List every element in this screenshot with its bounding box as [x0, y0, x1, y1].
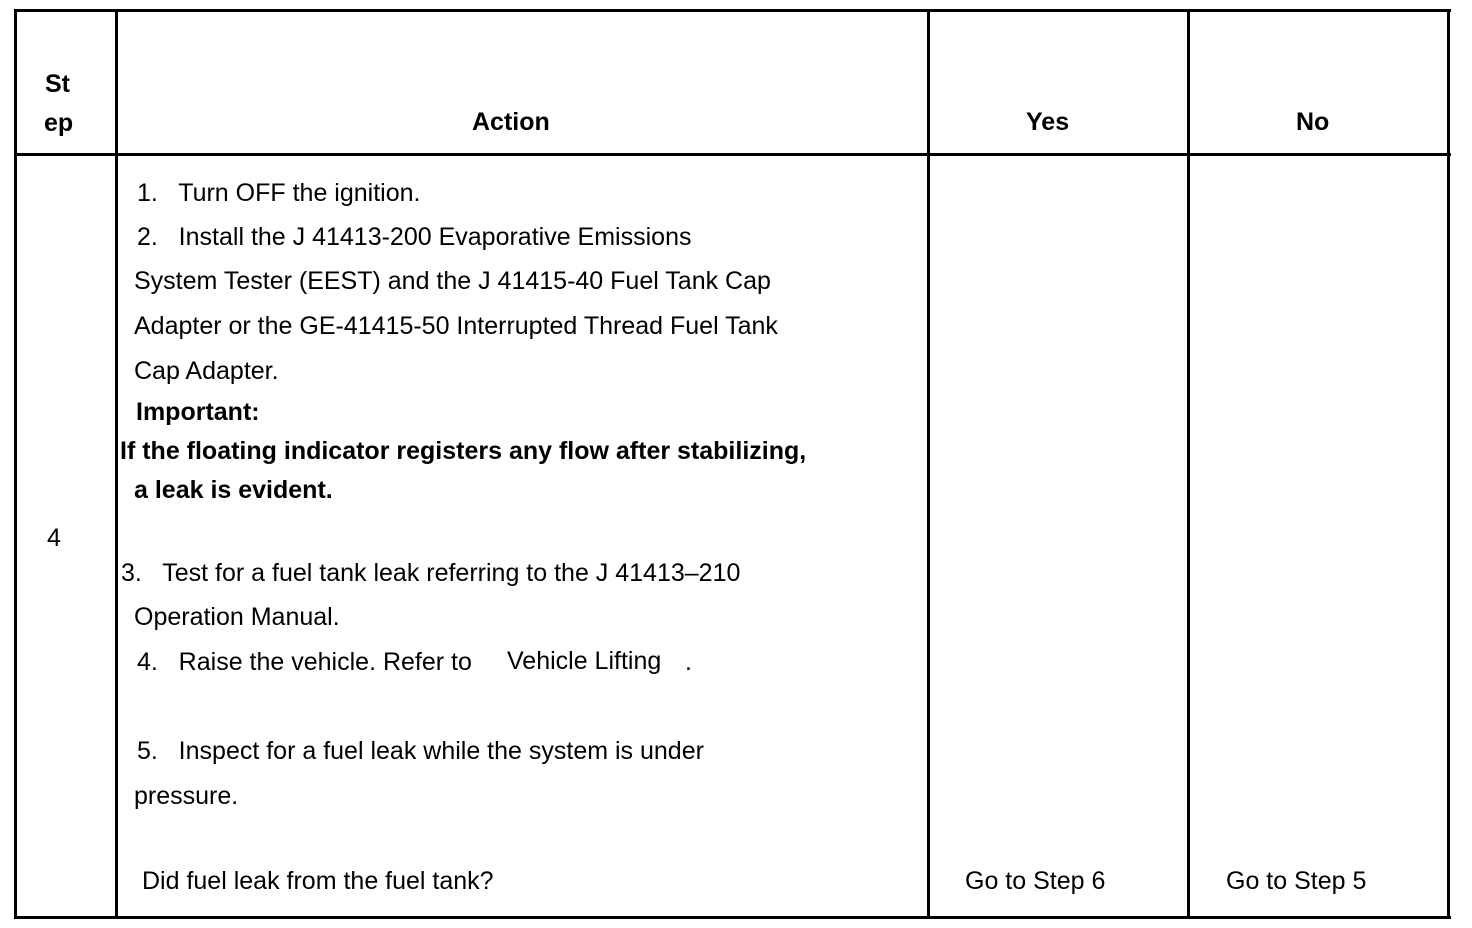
table-border-right — [1447, 9, 1450, 919]
table-border-top — [14, 9, 1451, 12]
header-action: Action — [472, 108, 550, 136]
action-line: Adapter or the GE-41415-50 Interrupted Thread Fuel Tank — [134, 312, 778, 340]
action-line: Cap Adapter. — [134, 357, 279, 385]
header-no: No — [1296, 108, 1330, 136]
action-line: 1. Turn OFF the ignition. — [137, 179, 421, 207]
header-step-line1: St — [45, 70, 70, 98]
action-line: 5. Inspect for a fuel leak while the system is under — [137, 737, 704, 765]
action-line: 2. Install the J 41413-200 Evaporative Emissions — [137, 223, 692, 251]
action-line: 3. Test for a fuel tank leak referring to the J 41413–210 — [121, 559, 741, 587]
table-divider-step-action — [115, 9, 118, 919]
no-result: Go to Step 5 — [1226, 867, 1367, 895]
action-line: pressure. — [134, 782, 239, 810]
table-border-left — [14, 9, 17, 919]
step-number: 4 — [47, 524, 61, 552]
header-yes: Yes — [1026, 108, 1070, 136]
action-line: System Tester (EEST) and the J 41415-40 Fuel Tank Cap — [134, 267, 771, 295]
action-line: 4. Raise the vehicle. Refer to — [137, 648, 472, 676]
table-divider-action-yes — [927, 9, 930, 919]
table-border-bottom — [14, 916, 1451, 919]
important-note-line: a leak is evident. — [134, 476, 333, 504]
yes-result: Go to Step 6 — [965, 867, 1106, 895]
important-label: Important: — [136, 398, 260, 426]
header-step-line2: ep — [44, 109, 74, 137]
vehicle-lifting-link[interactable]: Vehicle Lifting — [507, 647, 662, 675]
action-question: Did fuel leak from the fuel tank? — [142, 867, 494, 895]
important-note-line: If the floating indicator registers any flow after stabilizing, — [120, 437, 807, 465]
action-line-period: . — [685, 648, 692, 676]
table-divider-yes-no — [1187, 9, 1190, 919]
table-border-header-bottom — [14, 153, 1451, 156]
action-line: Operation Manual. — [134, 603, 340, 631]
